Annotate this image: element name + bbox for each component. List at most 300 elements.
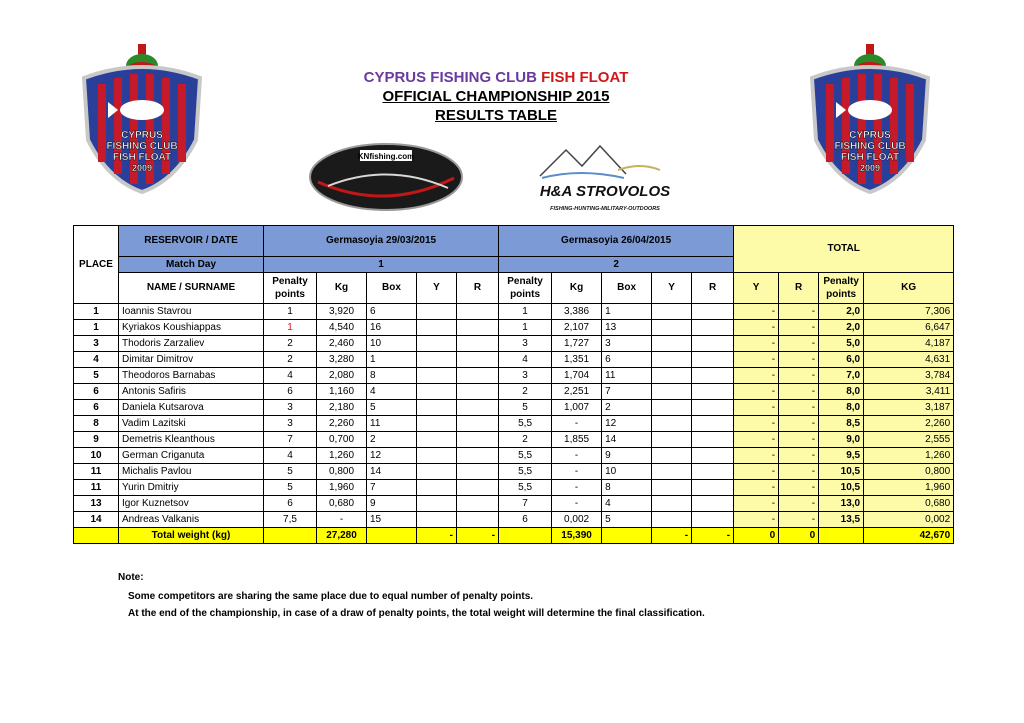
total-r-header: R bbox=[779, 273, 819, 304]
m1-box: 9 bbox=[367, 496, 417, 512]
total-y-match2: - bbox=[652, 528, 692, 544]
total-kg-header: KG bbox=[864, 273, 954, 304]
ha-strovolos-name: H&A STROVOLOS bbox=[539, 183, 671, 200]
m2-kg: 3,386 bbox=[552, 304, 602, 320]
total-r: - bbox=[779, 416, 819, 432]
result-row bbox=[74, 400, 954, 416]
empty-cell bbox=[692, 336, 734, 352]
m1-box: 4 bbox=[367, 384, 417, 400]
knfishing-sponsor-logo bbox=[308, 142, 464, 212]
empty-cell bbox=[457, 480, 499, 496]
m1-box: 6 bbox=[367, 304, 417, 320]
total-r: - bbox=[779, 480, 819, 496]
note-line-1: Some competitors are sharing the same place due to equal number of penalty points. bbox=[128, 591, 534, 602]
competitor-name: German Criganuta bbox=[119, 448, 264, 464]
club-crest-logo-left bbox=[76, 44, 208, 194]
empty-cell bbox=[652, 464, 692, 480]
m2-kg: 1,007 bbox=[552, 400, 602, 416]
crest-text-1: CYPRUS bbox=[849, 130, 891, 141]
total-y: - bbox=[734, 384, 779, 400]
note-heading: Note: bbox=[118, 572, 144, 583]
m1-kg: 4,540 bbox=[317, 320, 367, 336]
total-y: - bbox=[734, 416, 779, 432]
crest-text-3: FISH FLOAT bbox=[840, 152, 900, 163]
total-y: - bbox=[734, 512, 779, 528]
competitor-name: Kyriakos Koushiappas bbox=[119, 320, 264, 336]
empty-cell bbox=[652, 320, 692, 336]
place-cell: 6 bbox=[74, 400, 119, 416]
m2-penalty: 5 bbox=[499, 400, 552, 416]
empty-cell bbox=[417, 384, 457, 400]
empty-cell bbox=[417, 352, 457, 368]
total-r: - bbox=[779, 432, 819, 448]
empty-cell bbox=[417, 512, 457, 528]
empty-cell bbox=[457, 368, 499, 384]
total-y: - bbox=[734, 432, 779, 448]
total-y: - bbox=[734, 448, 779, 464]
total-y-header: Y bbox=[734, 273, 779, 304]
m1-y-header: Y bbox=[417, 273, 457, 304]
total-penalty: 10,5 bbox=[819, 480, 864, 496]
m2-kg: 1,855 bbox=[552, 432, 602, 448]
m1-box: 11 bbox=[367, 416, 417, 432]
total-penalty: 8,0 bbox=[819, 384, 864, 400]
m2-kg: 2,107 bbox=[552, 320, 602, 336]
m2-penalty: 5,5 bbox=[499, 416, 552, 432]
place-cell: 11 bbox=[74, 464, 119, 480]
result-row bbox=[74, 480, 954, 496]
total-kg: 4,187 bbox=[864, 336, 954, 352]
match-day-header: Match Day bbox=[119, 257, 264, 273]
total-kg: 0,002 bbox=[864, 512, 954, 528]
total-y: - bbox=[734, 320, 779, 336]
empty-cell bbox=[417, 448, 457, 464]
match2-reservoir: Germasoyia 26/04/2015 bbox=[499, 226, 734, 257]
total-weight-row bbox=[74, 528, 954, 544]
note-line-2: At the end of the championship, in case of a draw of penalty points, the total weight will determine the final classification. bbox=[128, 608, 705, 619]
competitor-name: Theodoros Barnabas bbox=[119, 368, 264, 384]
result-row bbox=[74, 304, 954, 320]
m2-penalty: 6 bbox=[499, 512, 552, 528]
total-y: - bbox=[734, 480, 779, 496]
m2-kg: - bbox=[552, 464, 602, 480]
m1-box: 16 bbox=[367, 320, 417, 336]
m2-kg: - bbox=[552, 448, 602, 464]
result-row bbox=[74, 496, 954, 512]
empty-cell bbox=[457, 384, 499, 400]
m1-penalty: 7 bbox=[264, 432, 317, 448]
total-kg: 3,784 bbox=[864, 368, 954, 384]
result-row bbox=[74, 464, 954, 480]
place-cell: 1 bbox=[74, 320, 119, 336]
total-y: - bbox=[734, 336, 779, 352]
m2-box: 10 bbox=[602, 464, 652, 480]
m1-penalty: 1 bbox=[264, 320, 317, 336]
competitor-name: Michalis Pavlou bbox=[119, 464, 264, 480]
competitor-name: Daniela Kutsarova bbox=[119, 400, 264, 416]
m2-box: 4 bbox=[602, 496, 652, 512]
empty-cell bbox=[692, 496, 734, 512]
empty-cell bbox=[457, 512, 499, 528]
m1-box: 10 bbox=[367, 336, 417, 352]
empty-cell bbox=[457, 336, 499, 352]
total-r-sum: 0 bbox=[779, 528, 819, 544]
m2-penalty: 1 bbox=[499, 304, 552, 320]
m1-kg: 0,800 bbox=[317, 464, 367, 480]
crest-text-4: 2009 bbox=[859, 163, 881, 173]
total-r: - bbox=[779, 320, 819, 336]
m1-box: 12 bbox=[367, 448, 417, 464]
m1-box: 15 bbox=[367, 512, 417, 528]
total-r: - bbox=[779, 400, 819, 416]
empty-cell bbox=[692, 304, 734, 320]
note-block bbox=[118, 569, 705, 622]
crest-text-1: CYPRUS bbox=[121, 130, 163, 141]
total-r: - bbox=[779, 512, 819, 528]
m2-penalty: 2 bbox=[499, 384, 552, 400]
m2-kg-header: Kg bbox=[552, 273, 602, 304]
result-row bbox=[74, 384, 954, 400]
total-kg: 3,411 bbox=[864, 384, 954, 400]
m1-penalty: 3 bbox=[264, 400, 317, 416]
m1-kg: 3,920 bbox=[317, 304, 367, 320]
empty-cell bbox=[692, 512, 734, 528]
total-y: - bbox=[734, 352, 779, 368]
m1-box: 7 bbox=[367, 480, 417, 496]
empty-cell bbox=[692, 464, 734, 480]
m1-penalty-header: Penalty points bbox=[264, 273, 317, 304]
m2-box: 6 bbox=[602, 352, 652, 368]
m2-kg: - bbox=[552, 416, 602, 432]
total-kg-match2: 15,390 bbox=[552, 528, 602, 544]
m2-penalty: 7 bbox=[499, 496, 552, 512]
total-y: - bbox=[734, 368, 779, 384]
results-table-title: RESULTS TABLE bbox=[435, 107, 557, 124]
total-r: - bbox=[779, 448, 819, 464]
empty-cell bbox=[417, 336, 457, 352]
empty-cell bbox=[692, 320, 734, 336]
empty-cell bbox=[692, 400, 734, 416]
empty-cell bbox=[652, 304, 692, 320]
place-cell: 14 bbox=[74, 512, 119, 528]
competitor-name: Demetris Kleanthous bbox=[119, 432, 264, 448]
place-cell: 8 bbox=[74, 416, 119, 432]
empty-cell bbox=[652, 432, 692, 448]
m1-box-header: Box bbox=[367, 273, 417, 304]
total-header: TOTAL bbox=[734, 226, 954, 273]
empty-cell bbox=[457, 464, 499, 480]
total-r-match1: - bbox=[457, 528, 499, 544]
m1-penalty: 5 bbox=[264, 464, 317, 480]
m1-kg: - bbox=[317, 512, 367, 528]
m1-kg: 1,160 bbox=[317, 384, 367, 400]
empty-cell bbox=[692, 384, 734, 400]
club-fish-float: FISH FLOAT bbox=[541, 69, 629, 86]
m2-box: 5 bbox=[602, 512, 652, 528]
m1-kg: 0,680 bbox=[317, 496, 367, 512]
m1-penalty: 6 bbox=[264, 384, 317, 400]
result-row bbox=[74, 416, 954, 432]
empty-cell bbox=[652, 496, 692, 512]
empty-cell bbox=[652, 352, 692, 368]
m1-box: 2 bbox=[367, 432, 417, 448]
crest-text-2: FISHING CLUB bbox=[106, 141, 178, 152]
total-kg: 3,187 bbox=[864, 400, 954, 416]
total-penalty: 10,5 bbox=[819, 464, 864, 480]
m1-box: 5 bbox=[367, 400, 417, 416]
club-title bbox=[300, 68, 692, 87]
competitor-name: Igor Kuznetsov bbox=[119, 496, 264, 512]
total-kg: 6,647 bbox=[864, 320, 954, 336]
place-cell: 3 bbox=[74, 336, 119, 352]
m2-penalty: 4 bbox=[499, 352, 552, 368]
total-kg: 0,680 bbox=[864, 496, 954, 512]
total-penalty: 2,0 bbox=[819, 304, 864, 320]
empty-cell bbox=[652, 400, 692, 416]
result-row bbox=[74, 512, 954, 528]
reservoir-row bbox=[74, 226, 954, 257]
competitor-name: Yurin Dmitriy bbox=[119, 480, 264, 496]
empty-cell bbox=[457, 304, 499, 320]
total-kg: 0,800 bbox=[864, 464, 954, 480]
competitor-name: Andreas Valkanis bbox=[119, 512, 264, 528]
total-penalty: 8,5 bbox=[819, 416, 864, 432]
empty-cell bbox=[692, 368, 734, 384]
match1-day: 1 bbox=[264, 257, 499, 273]
empty-cell bbox=[417, 304, 457, 320]
m2-kg: - bbox=[552, 496, 602, 512]
m2-box: 1 bbox=[602, 304, 652, 320]
total-penalty: 2,0 bbox=[819, 320, 864, 336]
total-y-match1: - bbox=[417, 528, 457, 544]
m2-penalty: 3 bbox=[499, 336, 552, 352]
m1-kg: 1,960 bbox=[317, 480, 367, 496]
m1-penalty: 4 bbox=[264, 448, 317, 464]
empty-cell bbox=[417, 496, 457, 512]
m2-penalty: 5,5 bbox=[499, 464, 552, 480]
m2-penalty: 5,5 bbox=[499, 448, 552, 464]
m1-penalty: 4 bbox=[264, 368, 317, 384]
m1-box: 1 bbox=[367, 352, 417, 368]
empty-cell bbox=[692, 352, 734, 368]
total-penalty: 9,0 bbox=[819, 432, 864, 448]
results-body bbox=[74, 304, 954, 528]
empty-cell bbox=[692, 432, 734, 448]
m2-box: 2 bbox=[602, 400, 652, 416]
result-row bbox=[74, 336, 954, 352]
m1-penalty: 5 bbox=[264, 480, 317, 496]
name-header: NAME / SURNAME bbox=[119, 273, 264, 304]
place-cell: 13 bbox=[74, 496, 119, 512]
reservoir-date-header: RESERVOIR / DATE bbox=[119, 226, 264, 257]
total-kg: 2,555 bbox=[864, 432, 954, 448]
competitor-name: Dimitar Dimitrov bbox=[119, 352, 264, 368]
m2-kg: 1,727 bbox=[552, 336, 602, 352]
m1-r-header: R bbox=[457, 273, 499, 304]
m1-penalty: 2 bbox=[264, 352, 317, 368]
total-r: - bbox=[779, 496, 819, 512]
m2-box: 9 bbox=[602, 448, 652, 464]
m2-box: 11 bbox=[602, 368, 652, 384]
empty-cell bbox=[652, 448, 692, 464]
result-row bbox=[74, 320, 954, 336]
m2-box: 12 bbox=[602, 416, 652, 432]
m2-box: 13 bbox=[602, 320, 652, 336]
m1-box: 14 bbox=[367, 464, 417, 480]
title-block bbox=[300, 68, 692, 125]
m1-penalty: 2 bbox=[264, 336, 317, 352]
place-cell: 4 bbox=[74, 352, 119, 368]
ha-strovolos-tagline: FISHING-HUNTING-MILITARY-OUTDOORS bbox=[550, 206, 660, 212]
empty-cell bbox=[457, 496, 499, 512]
result-row bbox=[74, 368, 954, 384]
result-row bbox=[74, 432, 954, 448]
empty-cell bbox=[417, 416, 457, 432]
m2-box: 14 bbox=[602, 432, 652, 448]
m1-kg: 2,080 bbox=[317, 368, 367, 384]
total-r: - bbox=[779, 352, 819, 368]
match2-day: 2 bbox=[499, 257, 734, 273]
knfishing-text: KNfishing.com bbox=[357, 152, 415, 161]
place-cell: 1 bbox=[74, 304, 119, 320]
total-penalty-header: Penalty points bbox=[819, 273, 864, 304]
empty-cell bbox=[417, 368, 457, 384]
m1-penalty: 6 bbox=[264, 496, 317, 512]
place-cell: 11 bbox=[74, 480, 119, 496]
m2-box: 8 bbox=[602, 480, 652, 496]
competitor-name: Thodoris Zarzaliev bbox=[119, 336, 264, 352]
total-r: - bbox=[779, 336, 819, 352]
m1-box: 8 bbox=[367, 368, 417, 384]
total-y: - bbox=[734, 464, 779, 480]
total-r: - bbox=[779, 304, 819, 320]
total-kg: 2,260 bbox=[864, 416, 954, 432]
m2-kg: 0,002 bbox=[552, 512, 602, 528]
m1-penalty: 7,5 bbox=[264, 512, 317, 528]
empty-cell bbox=[457, 320, 499, 336]
total-y: - bbox=[734, 400, 779, 416]
total-penalty: 13,5 bbox=[819, 512, 864, 528]
m1-penalty: 3 bbox=[264, 416, 317, 432]
total-r: - bbox=[779, 368, 819, 384]
total-y-sum: 0 bbox=[734, 528, 779, 544]
empty-cell bbox=[417, 400, 457, 416]
empty-cell bbox=[457, 400, 499, 416]
results-table bbox=[73, 225, 954, 544]
m2-y-header: Y bbox=[652, 273, 692, 304]
crest-text-4: 2009 bbox=[131, 163, 153, 173]
empty-cell bbox=[417, 320, 457, 336]
match1-reservoir: Germasoyia 29/03/2015 bbox=[264, 226, 499, 257]
m2-kg: 2,251 bbox=[552, 384, 602, 400]
place-cell: 5 bbox=[74, 368, 119, 384]
total-r-match2: - bbox=[692, 528, 734, 544]
m2-penalty: 2 bbox=[499, 432, 552, 448]
ha-strovolos-sponsor-logo bbox=[520, 140, 690, 216]
empty-cell bbox=[457, 352, 499, 368]
empty-cell bbox=[692, 480, 734, 496]
result-row bbox=[74, 448, 954, 464]
total-penalty: 7,0 bbox=[819, 368, 864, 384]
m2-penalty: 3 bbox=[499, 368, 552, 384]
m2-box: 7 bbox=[602, 384, 652, 400]
place-header: PLACE bbox=[74, 226, 119, 304]
empty-cell bbox=[417, 432, 457, 448]
total-penalty: 13,0 bbox=[819, 496, 864, 512]
m1-kg: 2,260 bbox=[317, 416, 367, 432]
m2-penalty-header: Penalty points bbox=[499, 273, 552, 304]
empty-cell bbox=[457, 432, 499, 448]
crest-text-3: FISH FLOAT bbox=[112, 152, 172, 163]
club-crest-logo-right bbox=[804, 44, 936, 194]
competitor-name: Ioannis Stavrou bbox=[119, 304, 264, 320]
empty-cell bbox=[457, 416, 499, 432]
total-kg: 4,631 bbox=[864, 352, 954, 368]
competitor-name: Antonis Safiris bbox=[119, 384, 264, 400]
total-penalty: 6,0 bbox=[819, 352, 864, 368]
empty-cell bbox=[652, 384, 692, 400]
m1-kg: 2,180 bbox=[317, 400, 367, 416]
column-header-row bbox=[74, 273, 954, 304]
empty-cell bbox=[692, 416, 734, 432]
m1-kg: 3,280 bbox=[317, 352, 367, 368]
total-penalty: 9,5 bbox=[819, 448, 864, 464]
total-penalty: 8,0 bbox=[819, 400, 864, 416]
total-kg: 7,306 bbox=[864, 304, 954, 320]
total-r: - bbox=[779, 384, 819, 400]
place-cell: 10 bbox=[74, 448, 119, 464]
m2-penalty: 5,5 bbox=[499, 480, 552, 496]
m2-kg: - bbox=[552, 480, 602, 496]
crest-text-2: FISHING CLUB bbox=[834, 141, 906, 152]
empty-cell bbox=[457, 448, 499, 464]
empty-cell bbox=[692, 448, 734, 464]
total-weight-label: Total weight (kg) bbox=[119, 528, 264, 544]
m2-box-header: Box bbox=[602, 273, 652, 304]
m2-kg: 1,704 bbox=[552, 368, 602, 384]
empty-cell bbox=[652, 368, 692, 384]
total-kg-match1: 27,280 bbox=[317, 528, 367, 544]
empty-cell bbox=[652, 336, 692, 352]
place-cell: 6 bbox=[74, 384, 119, 400]
empty-cell bbox=[652, 480, 692, 496]
empty-cell bbox=[417, 464, 457, 480]
championship-title: OFFICIAL CHAMPIONSHIP 2015 bbox=[382, 88, 610, 105]
total-penalty: 5,0 bbox=[819, 336, 864, 352]
m1-kg: 0,700 bbox=[317, 432, 367, 448]
m1-kg-header: Kg bbox=[317, 273, 367, 304]
m1-kg: 1,260 bbox=[317, 448, 367, 464]
total-r: - bbox=[779, 464, 819, 480]
total-kg: 1,960 bbox=[864, 480, 954, 496]
m2-r-header: R bbox=[692, 273, 734, 304]
total-y: - bbox=[734, 304, 779, 320]
competitor-name: Vadim Lazitski bbox=[119, 416, 264, 432]
empty-cell bbox=[652, 512, 692, 528]
total-y: - bbox=[734, 496, 779, 512]
result-row bbox=[74, 352, 954, 368]
empty-cell bbox=[417, 480, 457, 496]
m2-penalty: 1 bbox=[499, 320, 552, 336]
m2-box: 3 bbox=[602, 336, 652, 352]
total-kg-sum: 42,670 bbox=[864, 528, 954, 544]
club-name: CYPRUS FISHING CLUB bbox=[363, 69, 537, 86]
total-kg: 1,260 bbox=[864, 448, 954, 464]
m2-kg: 1,351 bbox=[552, 352, 602, 368]
place-cell: 9 bbox=[74, 432, 119, 448]
empty-cell bbox=[652, 416, 692, 432]
m1-penalty: 1 bbox=[264, 304, 317, 320]
